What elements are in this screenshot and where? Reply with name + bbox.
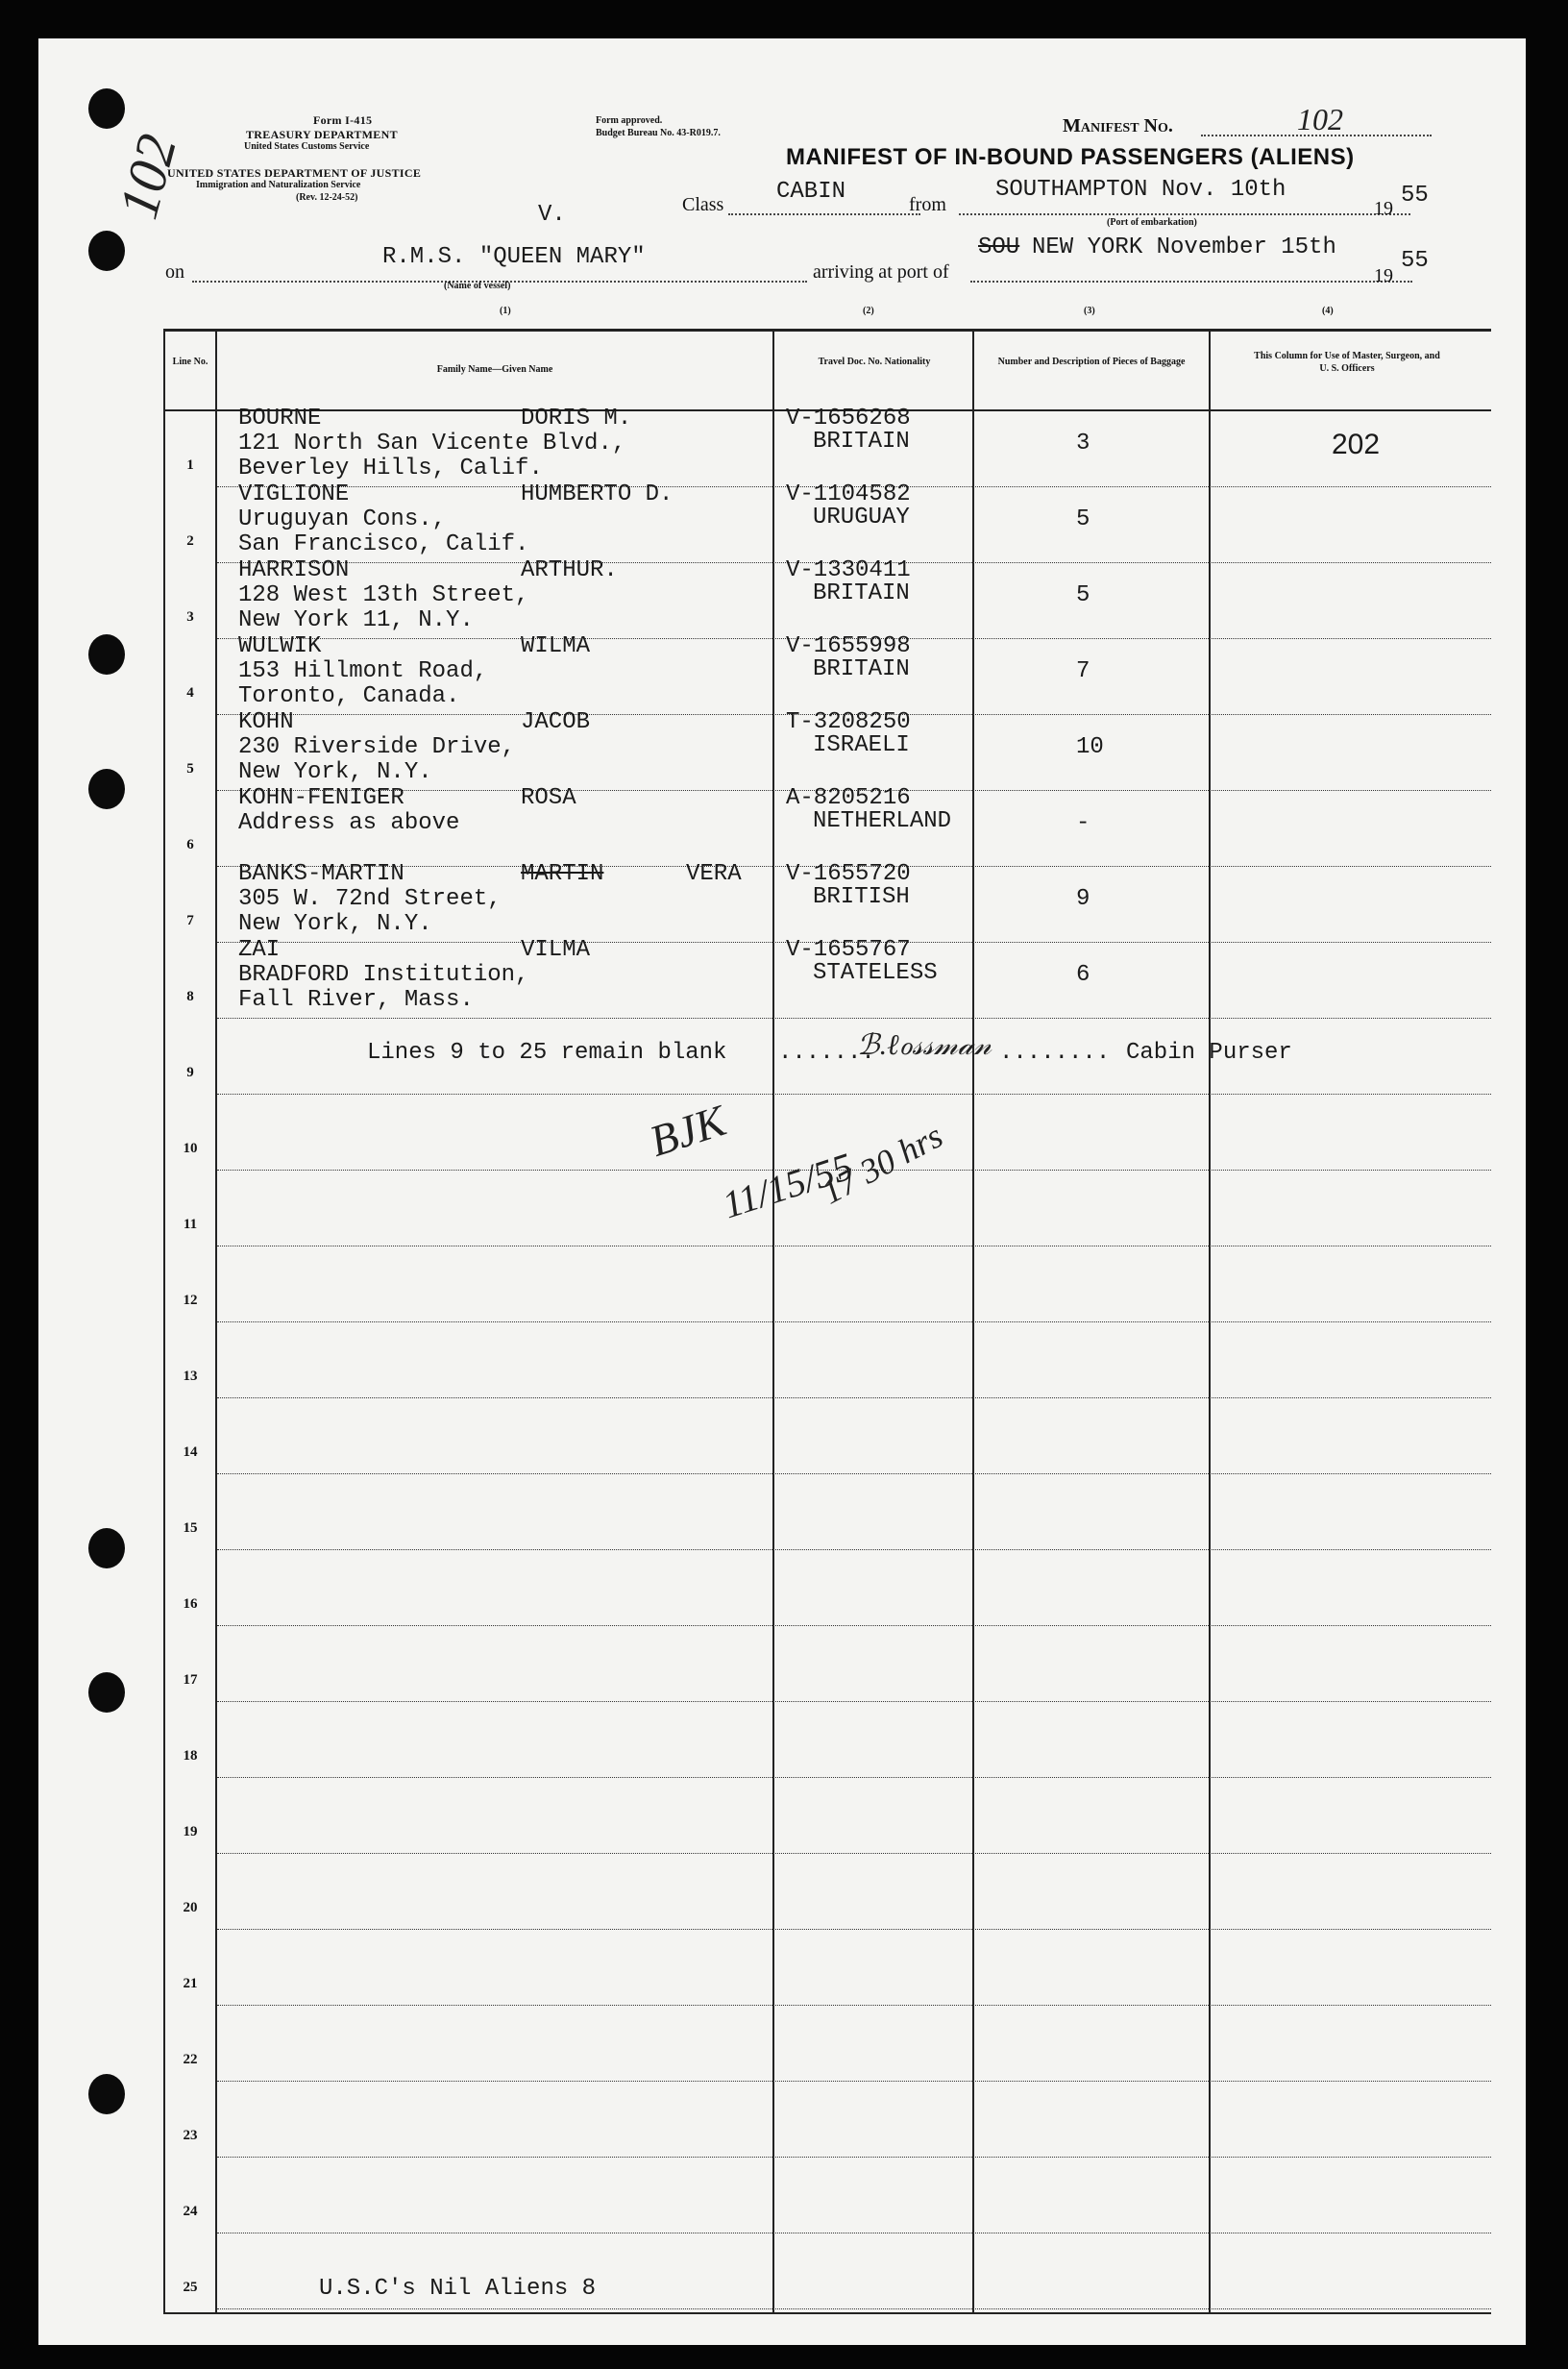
embarkation-note: (Port of embarkation) [1107,217,1197,228]
line-number: 20 [183,1900,198,1915]
inspection-time: 17 30 hrs [815,1116,949,1212]
baggage-count: 5 [1076,506,1090,532]
punch-hole [88,634,125,675]
on-label: on [165,261,184,283]
line-number: 10 [183,1141,198,1156]
customs-service: United States Customs Service [244,141,370,152]
from-label: from [909,194,946,215]
manifest-number-label: Manifest No. [1063,115,1173,136]
inspection-date: 11/15/55 [717,1144,858,1227]
line-number: 11 [183,1217,198,1232]
v-mark: V. [538,202,566,228]
punch-hole [88,1528,125,1568]
travel-doc-number: V-1104582 [786,481,911,507]
justice-dept: UNITED STATES DEPARTMENT OF JUSTICE [167,166,422,180]
travel-doc-number: V-1656268 [786,406,911,432]
row-rule [217,1094,1491,1095]
line-number: 12 [183,1293,198,1308]
row-rule [217,1018,1491,1019]
nationality: NETHERLAND [813,808,952,834]
row-rule [217,1397,1491,1398]
line-number: 9 [186,1065,194,1080]
line-number: 2 [186,533,194,549]
given-name: ARTHUR. [521,557,618,583]
manifest-page: 102 Form I-415 TREASURY DEPARTMENT United States Customs Service UNITED STATES DEPARTMENT OF JUSTICE Immigration and Naturalization Service (Rev. 12-24-52) Form approved. Budget Bureau No. 43-R019.7. Manifest No. 102 MANIFEST OF IN-BOUND PASSENGERS (ALIENS) V. Class CABIN from SOUTHAMPTON Nov. 10th 19 55 (Port of embarkation) on R.M.S. "QUEEN MARY" (Name of vessel) arriving at port of SOU NEW YORK November 15th 19 55 (1) (2) (3) (4) Line No. Family Name—Given Name Travel Doc. No. Nationality Number and Description of Pieces of Baggage This Column for Use of Master, Surgeon, and U. S. Officers Lines 9 to 25 remain blank ....... ........ ℬ.ℓℴ𝓈𝓈𝓂𝒶𝓃 Cabin Purser BJK 11/15/55 17 30 hrs U.S.C's Nil Aliens 8 1 2 3 4 5 6 7 8 9 10 11 12 13 14 15 16 17 18 19 20 21 22 23 24 25 BOURNE DORIS M. 121 North San Vicente Blvd., Beverley Hills, Calif. V-1656268 BRITAIN 3 202 VIGLIONE HUMBERTO D. Uruguyan Cons., San Francisco, Calif. V-1104582 URUGUAY 5 HARRISON ARTHUR. 128 West 13th Street, New York 11, N.Y. V-1330411 BRITAIN 5 WULWIK WILMA 153 Hillmont Road, Toronto, Canada. V-1655998 BRITAIN 7 KOHN JACOB 230 Riverside Drive, New York, N.Y. T-3208250 ISRAELI 10 KOHN-FENIGER ROSA Address as above A-8205216 NETHERLAND - BANKS-MARTIN MARTIN VERA 305 W. 72nd Street, New York, N.Y. V-1655720 BRITISH 9 ZAI VILMA BRADFORD Institution, Fall River, Mass. V-1655767 STATELESS 6 [38,38,1526,2345]
nationality: BRITISH [813,884,910,910]
column-number: (4) [1322,306,1334,316]
manifest-number: 102 [1297,102,1343,136]
address-line-2: San Francisco, Calif. [238,531,529,557]
officers-header: This Column for Use of Master, Surgeon, and U. S. Officers [1254,351,1440,374]
baggage-count: 5 [1076,582,1090,608]
family-name: KOHN [238,709,294,735]
address-line-1: 128 West 13th Street, [238,582,529,608]
arrival-port: NEW YORK November 15th [1032,234,1336,260]
family-name: BOURNE [238,406,322,432]
arriving-label: arriving at port of [813,261,949,283]
row-rule [217,1853,1491,1854]
year-prefix: 19 [1374,265,1393,286]
year-prefix: 19 [1374,198,1393,219]
line-number: 16 [183,1596,198,1612]
column-number: (1) [500,306,511,316]
arrival-struck: SOU [978,234,1020,260]
line-number: 18 [183,1748,198,1764]
row-rule [217,1929,1491,1930]
form-number: Form I-415 [313,113,373,127]
line-number: 14 [183,1444,198,1460]
class-label: Class [682,194,724,215]
departure-year: 55 [1401,183,1429,209]
address-line-2: New York, N.Y. [238,911,432,937]
row-rule [217,1701,1491,1702]
line-number: 15 [183,1520,198,1536]
row-rule [217,1549,1491,1550]
column-number: (3) [1084,306,1095,316]
vessel-note: (Name of vessel) [444,281,511,291]
baggage-count: 7 [1076,658,1090,684]
address-line-1: Uruguyan Cons., [238,506,447,532]
nationality: URUGUAY [813,505,910,531]
line-number: 13 [183,1369,198,1384]
travel-doc-number: V-1655720 [786,861,911,887]
line-number: 1 [186,457,194,473]
purser-signature: ℬ.ℓℴ𝓈𝓈𝓂𝒶𝓃 [857,1029,992,1061]
line-number: 8 [186,989,194,1004]
punch-hole [88,1672,125,1713]
nationality: STATELESS [813,960,938,986]
punch-hole [88,88,125,129]
manifest-title: MANIFEST OF IN-BOUND PASSENGERS (ALIENS) [786,144,1355,170]
family-name: HARRISON [238,557,350,583]
row-rule [217,1473,1491,1474]
name-header: Family Name—Given Name [436,364,553,375]
line-number: 19 [183,1824,198,1839]
purser-title: Cabin Purser [1126,1040,1292,1066]
address-line-1: 305 W. 72nd Street, [238,886,502,912]
given-name: VILMA [521,937,591,963]
travel-doc-number: V-1655998 [786,633,911,659]
line-number: 5 [186,761,194,777]
travel-doc-number: V-1330411 [786,557,911,583]
family-name: VIGLIONE [238,481,350,507]
table-bottom-rule [163,2312,1491,2314]
line-number: 24 [183,2204,198,2219]
line-number: 17 [183,1672,198,1688]
baggage-header: Number and Description of Pieces of Baggage [997,357,1186,367]
baggage-count: 3 [1076,431,1090,457]
nationality: BRITAIN [813,580,910,606]
vessel-name: R.M.S. "QUEEN MARY" [382,244,646,270]
travel-doc-number: V-1655767 [786,937,911,963]
address-line-1: 230 Riverside Drive, [238,734,516,760]
address-line-2: Fall River, Mass. [238,987,474,1013]
row-rule [217,2005,1491,2006]
family-name: KOHN-FENIGER [238,785,404,811]
arrival-year: 55 [1401,248,1429,274]
family-name: WULWIK [238,633,322,659]
baggage-count: 10 [1076,734,1104,760]
form-approved: Form approved. [596,115,663,126]
blank-lines-note: Lines 9 to 25 remain blank [367,1040,727,1066]
nationality: BRITAIN [813,429,910,455]
given-name: HUMBERTO D. [521,481,674,507]
inspector-initials: BJK [644,1096,732,1166]
punch-hole [88,231,125,271]
baggage-count: 6 [1076,962,1090,988]
official-number: 202 [1332,429,1381,460]
address-line-2: Beverley Hills, Calif. [238,456,543,481]
row-rule [217,1170,1491,1171]
table-top-rule [163,329,1491,332]
line-number: 23 [183,2128,198,2143]
address-line-1: Address as above [238,810,460,836]
line-number: 4 [186,685,194,701]
travel-doc-number: A-8205216 [786,785,911,811]
travel-doc-number: T-3208250 [786,709,911,735]
row-rule [217,1777,1491,1778]
address-line-2: Toronto, Canada. [238,683,460,709]
treasury-dept: TREASURY DEPARTMENT [246,128,398,141]
from-value: SOUTHAMPTON Nov. 10th [995,177,1286,203]
family-name: BANKS-MARTIN [238,861,404,887]
punch-hole [88,2074,125,2114]
column-number: (2) [863,306,874,316]
given-name: JACOB [521,709,591,735]
travel-doc-header: Travel Doc. No. Nationality [818,357,931,367]
line-number: 7 [186,913,194,928]
ins-service: Immigration and Naturalization Service [196,180,361,190]
address-line-2: New York 11, N.Y. [238,607,474,633]
family-name: ZAI [238,937,281,963]
line-number-header: Line No. [172,357,208,367]
margin-manifest-number: 102 [106,128,189,225]
revision: (Rev. 12-24-52) [296,192,358,203]
row-rule [217,1321,1491,1322]
line-number: 3 [186,609,194,625]
nationality: BRITAIN [813,656,910,682]
address-line-1: BRADFORD Institution, [238,962,529,988]
line-number: 25 [183,2280,198,2295]
baggage-count: 9 [1076,886,1090,912]
row-rule [217,2308,1491,2309]
address-line-2: New York, N.Y. [238,759,432,785]
given-name: ROSA [521,785,576,811]
nationality: ISRAELI [813,732,910,758]
address-line-1: 121 North San Vicente Blvd., [238,431,626,457]
row-rule [217,2157,1491,2158]
line-number: 6 [186,837,194,852]
struck-name: MARTIN [521,861,604,887]
baggage-count: - [1076,810,1090,836]
given-name: VERA [686,861,742,887]
row-rule [217,2081,1491,2082]
given-name: DORIS M. [521,406,632,432]
given-name: WILMA [521,633,591,659]
line-number: 22 [183,2052,198,2067]
row-rule [217,1625,1491,1626]
footer-note: U.S.C's Nil Aliens 8 [319,2276,597,2302]
address-line-1: 153 Hillmont Road, [238,658,488,684]
budget-bureau: Budget Bureau No. 43-R019.7. [596,128,721,138]
class-value: CABIN [776,179,846,205]
punch-hole [88,769,125,809]
line-number: 21 [183,1976,198,1991]
